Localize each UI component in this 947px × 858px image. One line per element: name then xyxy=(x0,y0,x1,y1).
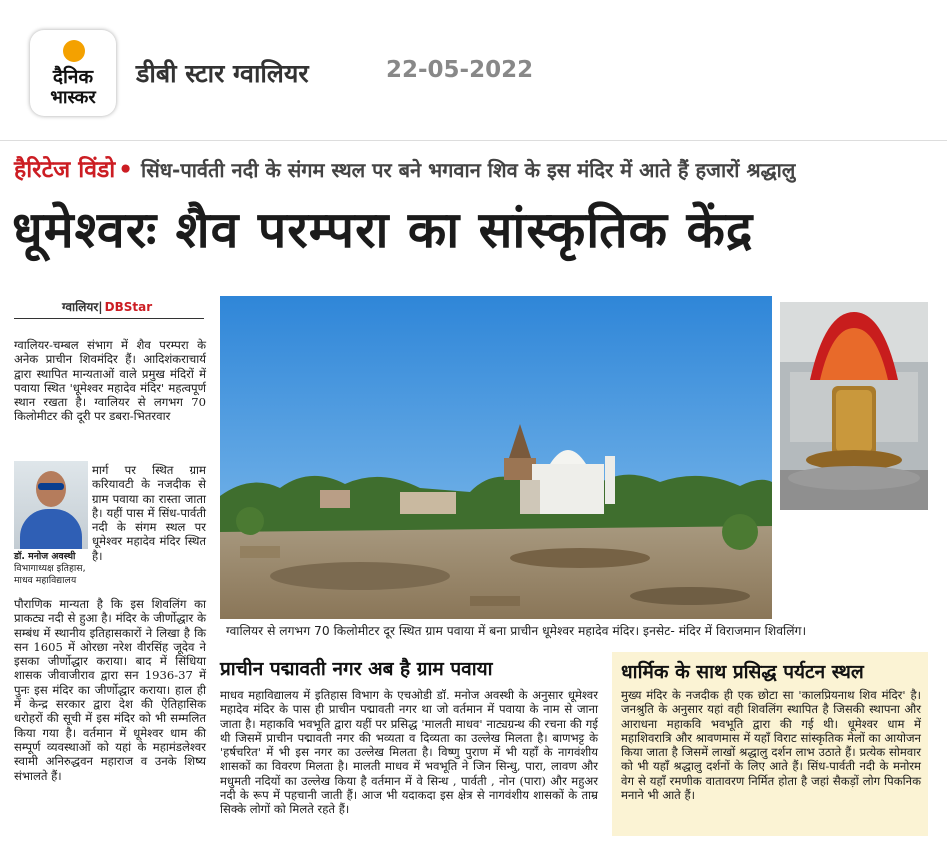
photo-caption: ग्वालियर से लगभग 70 किलोमीटर दूर स्थित ग्राम पवाया में बना प्राचीन धूमेश्वर महादेव मंदिर। इनसेट- मंदिर में विराजमान शिवलिंग। xyxy=(226,624,807,638)
logo-line-2: भास्कर xyxy=(50,87,96,108)
author-name: डॉ. मनोज अवस्थी xyxy=(14,551,76,562)
section-heading-tourism: धार्मिक के साथ प्रसिद्ध पर्यटन स्थल xyxy=(621,661,864,683)
body-paragraph-2: मार्ग पर स्थित ग्राम करियावटी के नजदीक से ग्राम पवाया का रास्ता जाता है। यहीं पास में सिंध-पार्वती नदी के संगम स्थल पर धूमेश्वर महादेव मंदिर स्थित है। xyxy=(92,463,206,563)
body-paragraph-3: पौराणिक मान्यता है कि इस शिवलिंग का प्राकट्य नदी से हुआ है। मंदिर के जीर्णोद्धार के सम्बंध में स्थानीय इतिहासकारों ने लिखा है कि सन 1605 में ओरछा नरेश वीरसिंह जूदेव ने इसका जीर्णोद्धार कराया। बाद में सिंधिया शासक जीवाजीराव द्वारा सन 1936-37 में पुनः इस मंदिर का जीर्णोद्धार कराया। हाल ही में केन्द्र सरकार द्वारा देश की ऐतिहासिक धरोहरों की सूची में इस मंदिर को भी सम्मलित किया गया है। वर्तमान में धूमेश्वर धाम की सम्पूर्ण व्यवस्थाओं को यहां के महामंडलेश्वर स्वामी अनिरुद्धवन महाराज व उनके शिष्य संभालते हैं। xyxy=(14,597,206,783)
headline: धूमेश्वरः शैव परम्परा का सांस्कृतिक केंद्र xyxy=(12,201,754,259)
kicker-row xyxy=(14,152,795,184)
logo-line-1: दैनिक xyxy=(52,66,94,88)
dateline: ग्वालियर| DBStar xyxy=(62,300,153,314)
dateline-divider xyxy=(14,318,204,319)
section-tag: हैरिटेज विंडो xyxy=(14,157,116,183)
kicker-separator: • xyxy=(118,157,133,183)
section-body-padmavati: माधव महाविद्यालय में इतिहास विभाग के एचओडी डॉ. मनोज अवस्थी के अनुसार धूमेश्वर महादेव मंदिर के पास ही प्राचीन पद्मावती नगर था जो वर्तमान में पवाया के नाम से जाना जाता है। महाकवि भवभूति द्वारा यहीं पर प्रसिद्ध 'मालती माधव' नाट्यग्रन्थ की रचना की गई थी जिसमें प्राचीन पद्मावती नगर की भव्यता व दिव्यता का उल्लेख मिलता है। बाणभट्ट के 'हर्षचरित' में भी इस नगर का उल्लेख मिलता है। विष्णु पुराण में भी यहाँ के नागवंशीय शासकों का विवरण मिलता है। मालती माधव में भवभूति ने जिन सिन्धु, पारा, लावण और मधुमती नदियों का उल्लेख किया है वर्तमान में वे सिन्ध , पार्वती , नोन (पारा) और महुअर नदी के रूप में पहचानी जाती हैं। आज भी यदाकदा इस क्षेत्र से नागवंशीय शासकों के ताम्र सिक्के लोगों को मिलते रहते हैं। xyxy=(220,688,598,817)
author-role: विभागाध्यक्ष इतिहास, माधव महाविद्यालय xyxy=(14,563,86,586)
edition-date: 22-05-2022 xyxy=(386,57,534,83)
header-divider xyxy=(0,140,947,141)
sun-icon xyxy=(63,40,85,62)
dateline-city: ग्वालियर xyxy=(62,300,99,314)
section-heading-padmavati: प्राचीन पद्मावती नगर अब है ग्राम पवाया xyxy=(220,658,493,680)
section-body-tourism: मुख्य मंदिर के नजदीक ही एक छोटा सा 'कालप्रियनाथ शिव मंदिर' है। जनश्रुति के अनुसार यहां वही शिवलिंग स्थापित है जिसकी स्थापना और आराधना महाकवि भवभूति द्वारा की गई थी। धूमेश्वर धाम में महाशिवरात्रि और श्रावणमास में यहाँ विराट सांस्कृतिक मेलों का आयोजन किया जाता है जिसमें लाखों श्रद्धालु दर्शन लाभ उठाते हैं। प्रत्येक सोमवार को भी यहाँ श्रद्धालु दर्शनों के लिए आते हैं। सिंध-पार्वती नदी के मनोरम वेग से यहाँ रमणीक वातावरण निर्मित होता है जहां सैकड़ों लोग पिकनिक मनाने भी आते हैं। xyxy=(621,688,921,803)
body-paragraph-1: ग्वालियर-चम्बल संभाग में शैव परम्परा के अनेक प्राचीन शिवमंदिर हैं। आदिशंकराचार्य द्वारा स्थापित मान्यताओं वाले प्रमुख मंदिरों में पवाया स्थित 'धूमेश्वर महादेव मंदिर' महत्वपूर्ण स्थान रखता है। ग्वालियर से लगभग 70 किलोमीटर की दूरी पर डबरा-भितरवार xyxy=(14,338,206,424)
deck-text: सिंध-पार्वती नदी के संगम स्थल पर बने भगवान शिव के इस मंदिर में आते हैं हजारों श्रद्धालु xyxy=(141,158,796,182)
dainik-bhaskar-logo[interactable] xyxy=(30,30,116,116)
temple-photo xyxy=(220,296,772,619)
dateline-brand: DBStar xyxy=(104,300,153,314)
author-photo xyxy=(14,461,88,549)
author-caption xyxy=(14,551,92,587)
shivling-inset-photo xyxy=(780,302,928,510)
edition-title: डीबी स्टार ग्वालियर xyxy=(136,59,309,88)
